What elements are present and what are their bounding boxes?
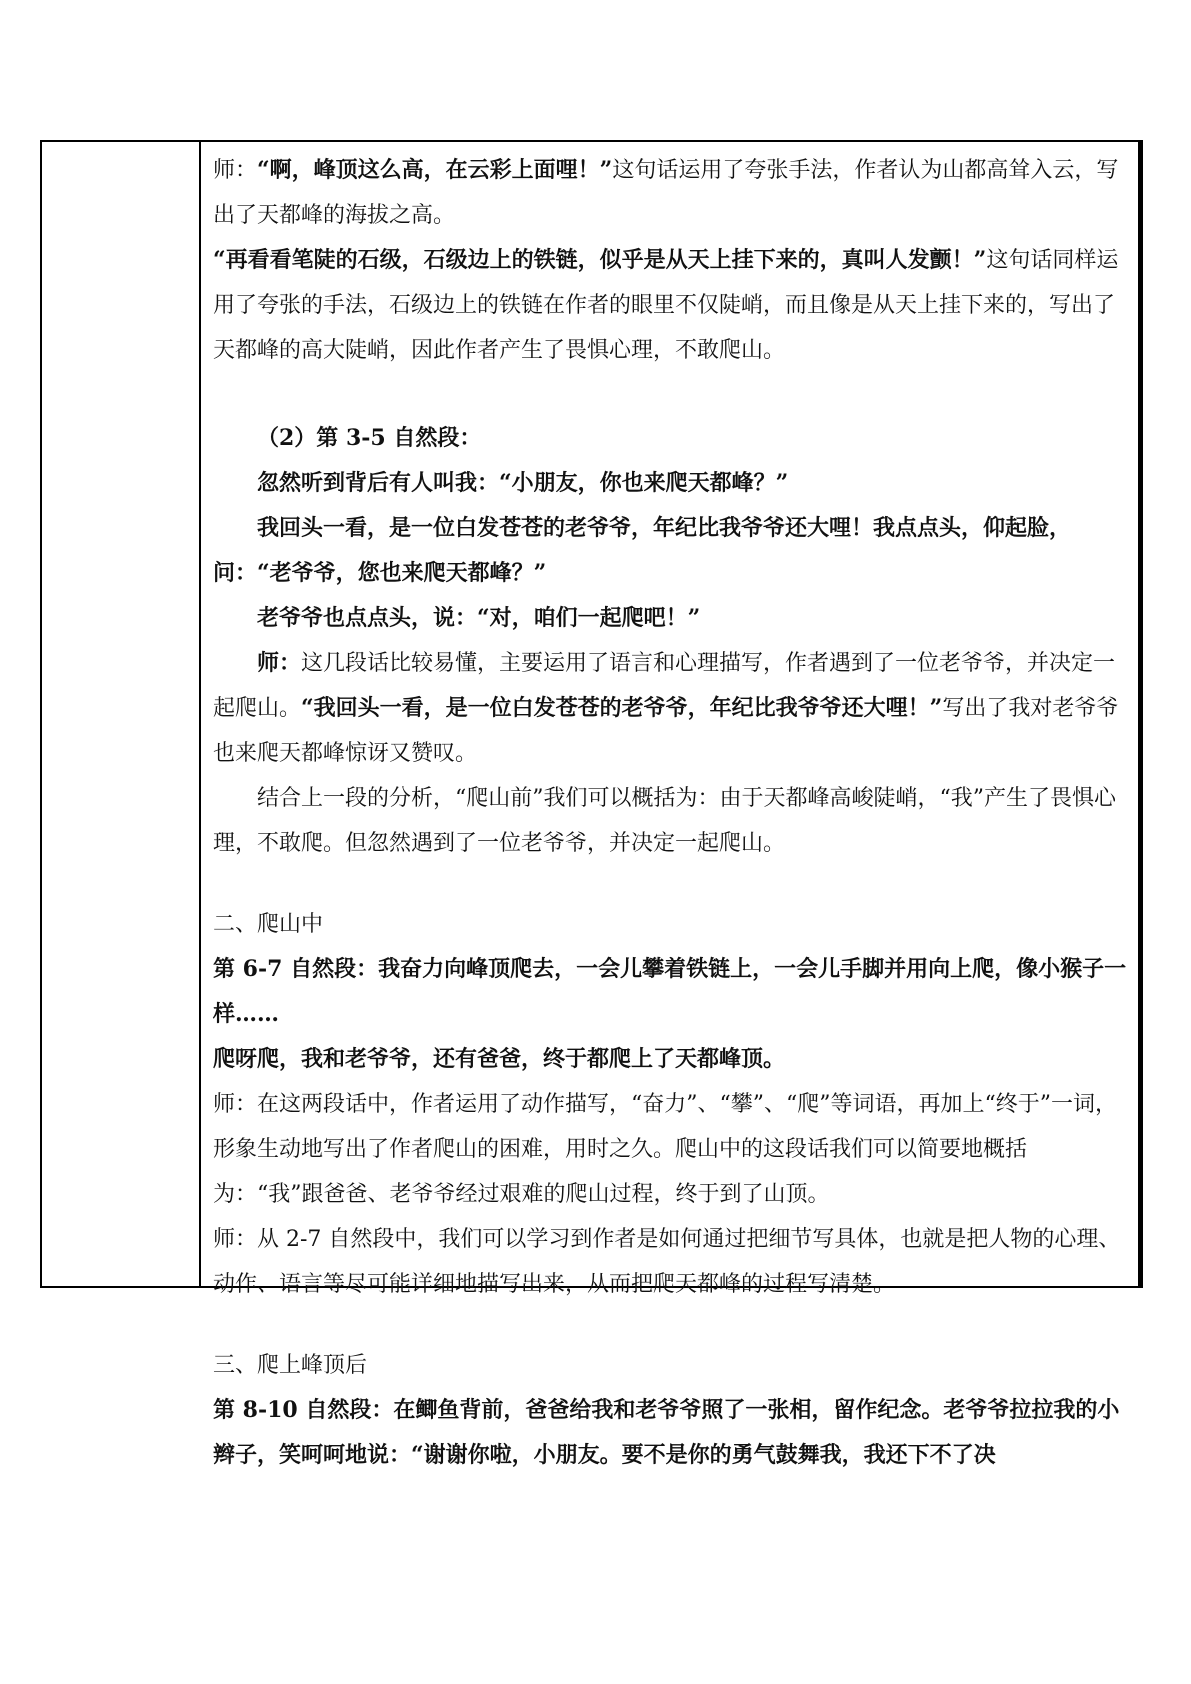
spacer	[213, 1307, 1128, 1343]
summary-before-climb: 结合上一段的分析，“爬山前”我们可以概括为：由于天都峰高峻陡峭，“我”产生了畏惧心理，不敢爬。但忽然遇到了一位老爷爷，并决定一起爬山。	[213, 786, 1116, 856]
section-heading-summit: 三、爬上峰顶后	[213, 1353, 368, 1378]
spacer	[213, 866, 1128, 902]
lesson-content	[201, 142, 1138, 1478]
teacher-label: 师：	[257, 650, 302, 676]
analysis-text: 这几段话比较易懂，主要运用了语言和心理描写，作者遇到了一位老爷爷，并决定一起爬山。	[213, 651, 1116, 721]
paragraph-exaggeration-2	[213, 238, 1128, 373]
teacher-analysis-3-5	[213, 641, 1128, 776]
section-heading-3-5: （2）第 3-5 自然段：	[257, 425, 482, 451]
section-heading-climbing: 二、爬山中	[213, 912, 324, 937]
table-left-column	[42, 142, 201, 1286]
teacher-analysis-2-7: 师：从 2-7 自然段中，我们可以学习到作者是如何通过把细节写具体，也就是把人物的心理、动作、语言等尽可能详细地描写出来，从而把爬天都峰的过程写清楚。	[213, 1227, 1121, 1297]
teacher-analysis-6-7: 师：在这两段话中，作者运用了动作描写，“奋力”、“攀”、“爬”等词语，再加上“终于”一词，形象生动地写出了作者爬山的困难，用时之久。爬山中的这段话我们可以简要地概括为：“我”跟爸爸、老爷爷经过艰难的爬山过程，终于到了山顶。	[213, 1092, 1117, 1207]
quote-paragraph-7: 爬呀爬，我和老爷爷，还有爸爸，终于都爬上了天都峰顶。	[213, 1046, 786, 1072]
paragraph-exaggeration-1	[213, 148, 1128, 238]
quote-paragraph-6-7: 第 6-7 自然段：我奋力向峰顶爬去，一会儿攀着铁链上，一会儿手脚并用向上爬，像小猴子一样……	[213, 956, 1127, 1027]
quoted-sentence: “啊，峰顶这么高，在云彩上面哩！”	[257, 157, 613, 183]
quote-paragraph-4: 我回头一看，是一位白发苍苍的老爷爷，年纪比我爷爷还大哩！我点点头，仰起脸，问：“老爷爷，您也来爬天都峰？”	[213, 515, 1072, 586]
quote-paragraph-8-10: 第 8-10 自然段：在鲫鱼背前，爸爸给我和老爷爷照了一张相，留作纪念。老爷爷拉拉我的小辫子，笑呵呵地说：“谢谢你啦，小朋友。要不是你的勇气鼓舞我，我还下不了决	[213, 1397, 1120, 1468]
quote-paragraph-3: 忽然听到背后有人叫我：“小朋友，你也来爬天都峰？”	[257, 470, 789, 496]
table-content-column	[201, 142, 1141, 1468]
quoted-sentence: “我回头一看，是一位白发苍苍的老爷爷，年纪比我爷爷还大哩！”	[301, 695, 943, 721]
analysis-text: 写出了我对老爷爷也来爬天都峰惊讶又赞叹。	[213, 696, 1119, 766]
teacher-label: 师：	[213, 158, 258, 183]
analysis-text: 这句话运用了夸张手法，作者认为山都高耸入云，写出了天都峰的海拔之高。	[213, 158, 1119, 228]
quote-paragraph-5: 老爷爷也点点头，说：“对，咱们一起爬吧！”	[257, 605, 701, 631]
analysis-text: 这句话同样运用了夸张的手法，石级边上的铁链在作者的眼里不仅陡峭，而且像是从天上挂下来的，写出了天都峰的高大陡峭，因此作者产生了畏惧心理，不敢爬山。	[213, 248, 1119, 363]
lesson-table	[40, 140, 1143, 1468]
spacer	[213, 373, 1128, 416]
quoted-sentence: “再看看笔陡的石级，石级边上的铁链，似乎是从天上挂下来的，真叫人发颤！”	[213, 247, 987, 273]
